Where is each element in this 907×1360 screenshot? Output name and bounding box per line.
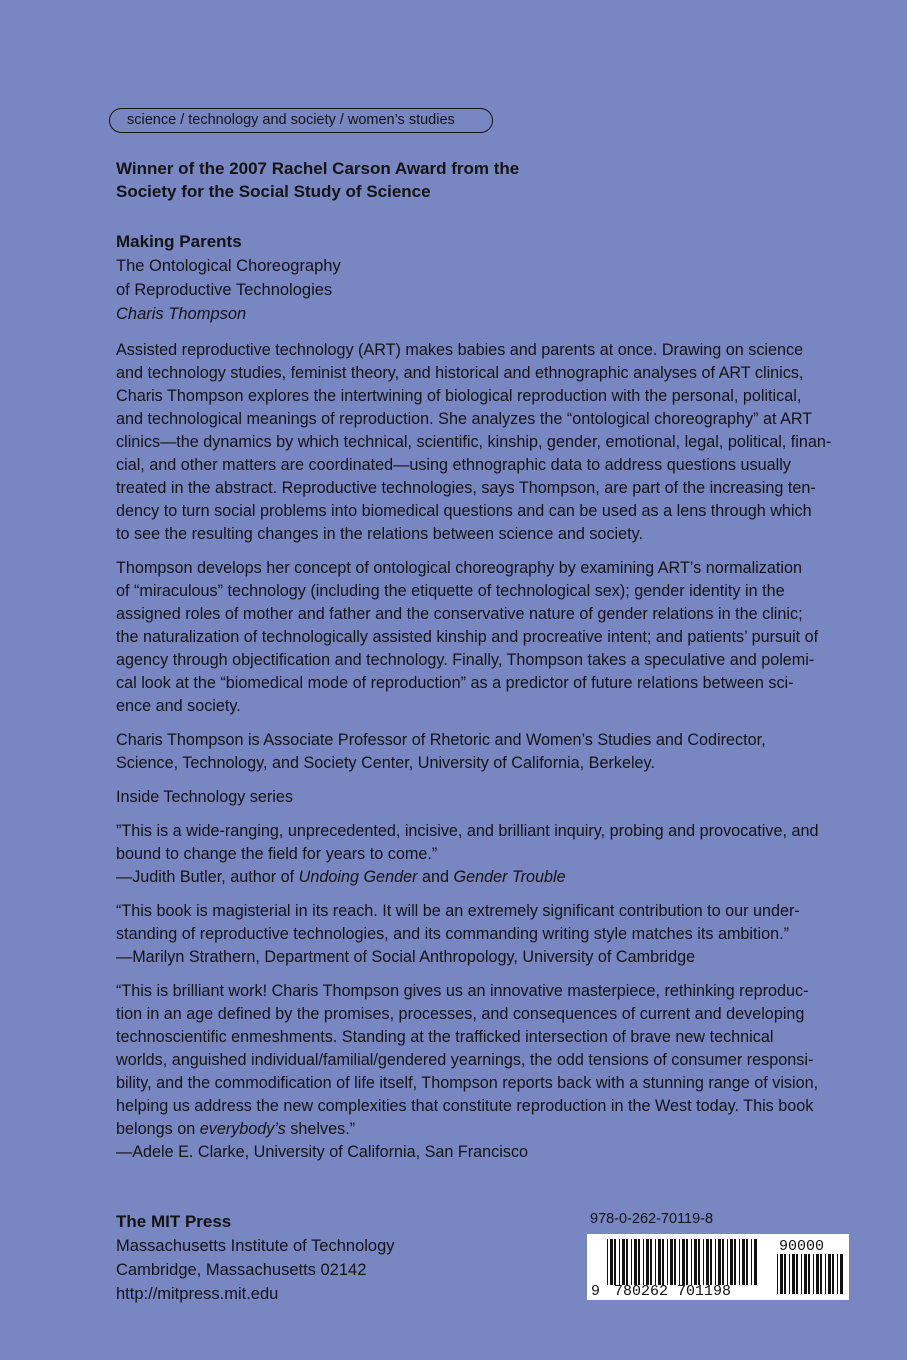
barcode-bar [703,1239,704,1285]
barcode-bar [820,1254,822,1294]
barcode-bar [727,1239,728,1285]
text-line: assigned roles of mother and father and the conservative nature of gender relations in the clinic; [116,605,803,623]
text-line: to see the resulting changes in the relations between science and society. [116,525,644,543]
barcode-bar [734,1239,736,1285]
barcode-bar [622,1239,625,1285]
barcode-bar [837,1254,838,1294]
description-paragraph [116,557,854,718]
text-line: of “miraculous” technology (including the etiquette of technological sex); gender identity in the [116,582,785,600]
barcode-bar [658,1239,661,1285]
publisher-address-line: Massachusetts Institute of Technology [116,1237,395,1255]
text-line: belongs on everybody’s shelves.” [116,1120,356,1138]
description-paragraph [116,339,854,546]
text-line: ence and society. [116,697,241,715]
text-line: helping us address the new complexities that constitute reproduction in the West today. This book [116,1097,814,1115]
book-author: Charis Thompson [116,305,247,323]
publisher-url: http://mitpress.mit.edu [116,1285,279,1303]
publisher-name: The MIT Press [116,1212,232,1231]
barcode-bar [730,1239,733,1285]
text-line: cial, and other matters are coordinated—using ethnographic data to address questions usually [116,456,791,474]
barcode-bar [679,1239,680,1285]
book-title: Making Parents [116,232,242,251]
book-reference: Undoing Gender [298,868,418,886]
text-line: Thompson develops her concept of ontological choreography by examining ART’s normalization [116,559,802,577]
award-line: Winner of the 2007 Rachel Carson Award from the [116,159,520,178]
barcode-bar [655,1239,656,1285]
barcode-bar [706,1239,709,1285]
barcode-bar [610,1239,613,1285]
blurb-attribution: —Judith Butler, author of Undoing Gender and Gender Trouble [116,868,566,886]
barcode-bar [698,1239,700,1285]
award-line: Society for the Social Study of Science [116,182,431,201]
barcode-bar [715,1239,716,1285]
barcode-bars-main [607,1239,757,1285]
description-body [116,339,854,1164]
barcode-bar [650,1239,652,1285]
award-statement [116,157,636,203]
text-line: Science, Technology, and Society Center, University of California, Berkeley. [116,754,655,772]
text-line: and technology studies, feminist theory, and historical and ethnographic analyses of ART clinics, [116,364,804,382]
blurb-clarke [116,980,854,1164]
barcode-bar [643,1239,644,1285]
barcode-bar [718,1239,721,1285]
publisher-block [116,1209,536,1306]
barcode [587,1234,849,1300]
barcode-bar [691,1239,692,1285]
barcode-bar [804,1254,807,1294]
text-line: “This book is magisterial in its reach. It will be an extremely significant contribution to our under- [116,902,800,920]
blurb-strathern [116,900,854,969]
barcode-bar [813,1254,814,1294]
text-line: bound to change the field for years to come.” [116,845,438,863]
barcode-bar [840,1254,843,1294]
barcode-bar [710,1239,712,1285]
barcode-bar [825,1254,826,1294]
barcode-bar [777,1254,778,1294]
barcode-digit-first: 9 [591,1283,601,1300]
blurb-butler [116,820,854,889]
barcode-bar [607,1239,608,1285]
category-label: science / technology and society / women’s studies [109,108,493,133]
book-reference: Gender Trouble [453,868,566,886]
barcode-bar [754,1239,757,1285]
text-line: technoscientific enmeshments. Standing at the trafficked intersection of brave new technical [116,1028,774,1046]
author-bio [116,729,854,775]
text-line: bility, and the commodification of life itself, Thompson reports back with a stunning range of vision, [116,1074,819,1092]
text-line: Inside Technology series [116,788,293,806]
barcode-bar [808,1254,810,1294]
barcode-bar [634,1239,637,1285]
barcode-bar [694,1239,697,1285]
text-line: agency through objectification and technology. Finally, Thompson takes a speculative and polemi- [116,651,815,669]
barcode-bar [674,1239,676,1285]
barcode-bar [686,1239,688,1285]
barcode-bar [780,1254,783,1294]
barcode-bar [662,1239,664,1285]
barcode-bar [796,1254,798,1294]
barcode-bar [631,1239,632,1285]
text-line: tion in an age defined by the promises, processes, and consequences of current and developing [116,1005,805,1023]
barcode-bar [739,1239,740,1285]
text-line: cal look at the “biomedical mode of reproduction” as a predictor of future relations between sci- [116,674,794,692]
barcode-bar [784,1254,786,1294]
barcode-bars-addon [777,1254,843,1294]
barcode-bar [626,1239,628,1285]
text-line: Charis Thompson is Associate Professor of Rhetoric and Women’s Studies and Codirector, [116,731,766,749]
barcode-bar [646,1239,649,1285]
barcode-bar [682,1239,685,1285]
barcode-bar [742,1239,745,1285]
barcode-bar [789,1254,790,1294]
text-line: the naturalization of technologically assisted kinship and procreative intent; and patients’ pursuit of [116,628,819,646]
text-line: ”This is a wide-ranging, unprecedented, incisive, and brilliant inquiry, probing and provocative, and [116,822,819,840]
title-block [116,230,616,326]
barcode-bar [667,1239,668,1285]
text-line: worlds, anguished individual/familial/gendered yearnings, the odd tensions of consumer responsi- [116,1051,814,1069]
text-line: and technological meanings of reproduction. She analyzes the “ontological choreography” at ART [116,410,813,428]
blurb-attribution: —Adele E. Clarke, University of California, San Francisco [116,1143,529,1161]
barcode-bar [638,1239,640,1285]
barcode-digits: 780262 701198 [614,1283,732,1300]
book-subtitle-line: The Ontological Choreography [116,257,341,275]
text-line: treated in the abstract. Reproductive technologies, says Thompson, are part of the increasing ten- [116,479,816,497]
book-subtitle-line: of Reproductive Technologies [116,281,333,299]
barcode-bar [619,1239,620,1285]
isbn-number: 978-0-262-70119-8 [590,1211,714,1227]
barcode-bar [816,1254,819,1294]
barcode-bar [832,1254,834,1294]
barcode-bar [614,1239,616,1285]
barcode-addon-digits: 90000 [779,1238,825,1255]
publisher-address-line: Cambridge, Massachusetts 02142 [116,1261,367,1279]
barcode-bar [828,1254,831,1294]
text-line: Assisted reproductive technology (ART) makes babies and parents at once. Drawing on science [116,341,804,359]
text-line: Charis Thompson explores the intertwining of biological reproduction with the personal, political, [116,387,802,405]
barcode-bar [801,1254,802,1294]
text-line: dency to turn social problems into biomedical questions and can be used as a lens through which [116,502,812,520]
text-line: clinics—the dynamics by which technical, scientific, kinship, gender, emotional, legal, political, finan- [116,433,832,451]
text-line: “This is brilliant work! Charis Thompson gives us an innovative masterpiece, rethinking reproduc- [116,982,809,1000]
barcode-bar [670,1239,673,1285]
barcode-bar [792,1254,795,1294]
barcode-bar [746,1239,748,1285]
series-note [116,786,854,809]
text-line: standing of reproductive technologies, and its commanding writing style matches its ambition.” [116,925,790,943]
barcode-bar [751,1239,752,1285]
blurb-attribution: —Marilyn Strathern, Department of Social Anthropology, University of Cambridge [116,948,696,966]
barcode-bar [722,1239,724,1285]
